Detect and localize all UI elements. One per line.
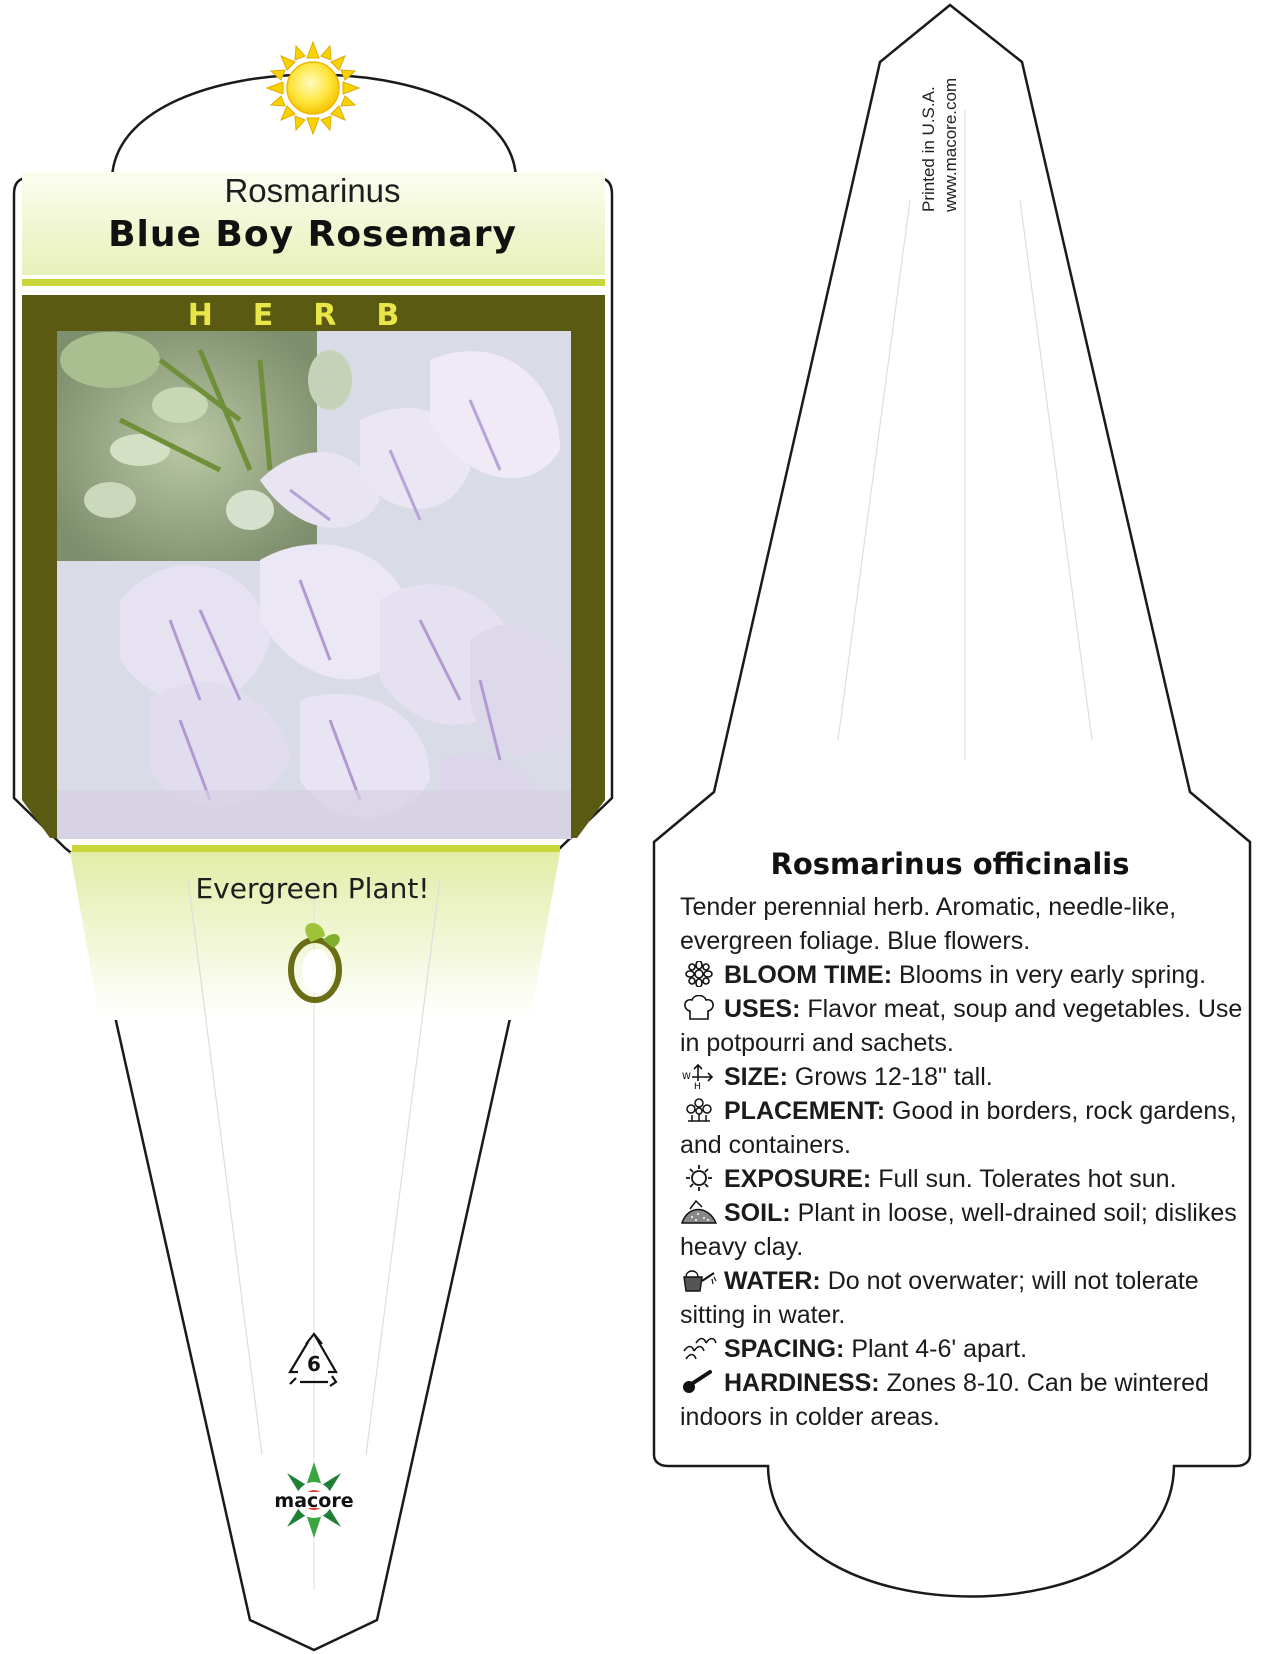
uses-row <box>680 992 1262 1060</box>
watering-can-icon <box>680 1267 718 1293</box>
printed-line-2: www.macore.com <box>941 77 960 212</box>
water-label: WATER: <box>724 1267 821 1295</box>
printed-line-1: Printed in U.S.A. <box>919 86 938 212</box>
soil-icon <box>680 1199 718 1225</box>
chef-hat-icon <box>680 995 718 1021</box>
hardiness-label: HARDINESS: <box>724 1369 880 1397</box>
thermometer-icon <box>680 1369 718 1395</box>
common-name: Blue Boy Rosemary <box>108 214 517 255</box>
title-band <box>22 279 605 286</box>
placement-label: PLACEMENT: <box>724 1097 886 1125</box>
water-text: Do not overwater; will not tolerate sitting in water. <box>680 1267 1199 1329</box>
logo-text: macore <box>274 1490 354 1512</box>
spacing-label: SPACING: <box>724 1335 845 1363</box>
tagline: Evergreen Plant! <box>195 872 430 905</box>
size-icon-h: H <box>694 1082 701 1089</box>
category-label: HERB <box>187 298 440 333</box>
sun-outline-icon <box>680 1165 718 1191</box>
spacing-icon <box>680 1335 718 1361</box>
flower-icon <box>680 961 718 987</box>
care-description <box>680 890 1262 1434</box>
sun-icon <box>267 42 359 134</box>
size-label: SIZE: <box>724 1063 788 1091</box>
water-row <box>680 1264 1262 1332</box>
spacing-text: Plant 4-6' apart. <box>844 1335 1028 1363</box>
hardiness-text: Zones 8-10. Can be wintered indoors in colder areas. <box>680 1369 1209 1431</box>
scientific-name: Rosmarinus officinalis <box>770 847 1130 881</box>
soil-text: Plant in loose, well-drained soil; dislikes heavy clay. <box>680 1199 1237 1261</box>
intro-text: Tender perennial herb. Aromatic, needle-like, evergreen foliage. Blue flowers. <box>680 893 1177 955</box>
size-icon-w: W <box>682 1072 691 1082</box>
placement-icon <box>680 1097 718 1123</box>
exposure-text: Full sun. Tolerates hot sun. <box>871 1165 1177 1193</box>
soil-label: SOIL: <box>724 1199 791 1227</box>
printed-note <box>918 12 962 212</box>
placement-row <box>680 1094 1262 1162</box>
size-text: Grows 12-18" tall. <box>787 1063 993 1091</box>
rosemary-photo <box>57 331 575 839</box>
size-row <box>680 1060 1262 1094</box>
soil-row <box>680 1196 1262 1264</box>
uses-text: Flavor meat, soup and vegetables. Use in potpourri and sachets. <box>680 995 1243 1057</box>
exposure-row <box>680 1162 1262 1196</box>
uses-label: USES: <box>724 995 801 1023</box>
bloom-text: Blooms in very early spring. <box>892 961 1207 989</box>
bloom-row <box>680 958 1262 992</box>
genus-name: Rosmarinus <box>224 172 401 209</box>
exposure-label: EXPOSURE: <box>724 1165 872 1193</box>
size-icon <box>680 1063 718 1089</box>
spacing-row <box>680 1332 1262 1366</box>
tagline-band <box>72 845 560 852</box>
recycle-number: 6 <box>307 1352 321 1376</box>
placement-text: Good in borders, rock gardens, and containers. <box>680 1097 1237 1159</box>
hardiness-row <box>680 1366 1262 1434</box>
bloom-label: BLOOM TIME: <box>724 961 893 989</box>
